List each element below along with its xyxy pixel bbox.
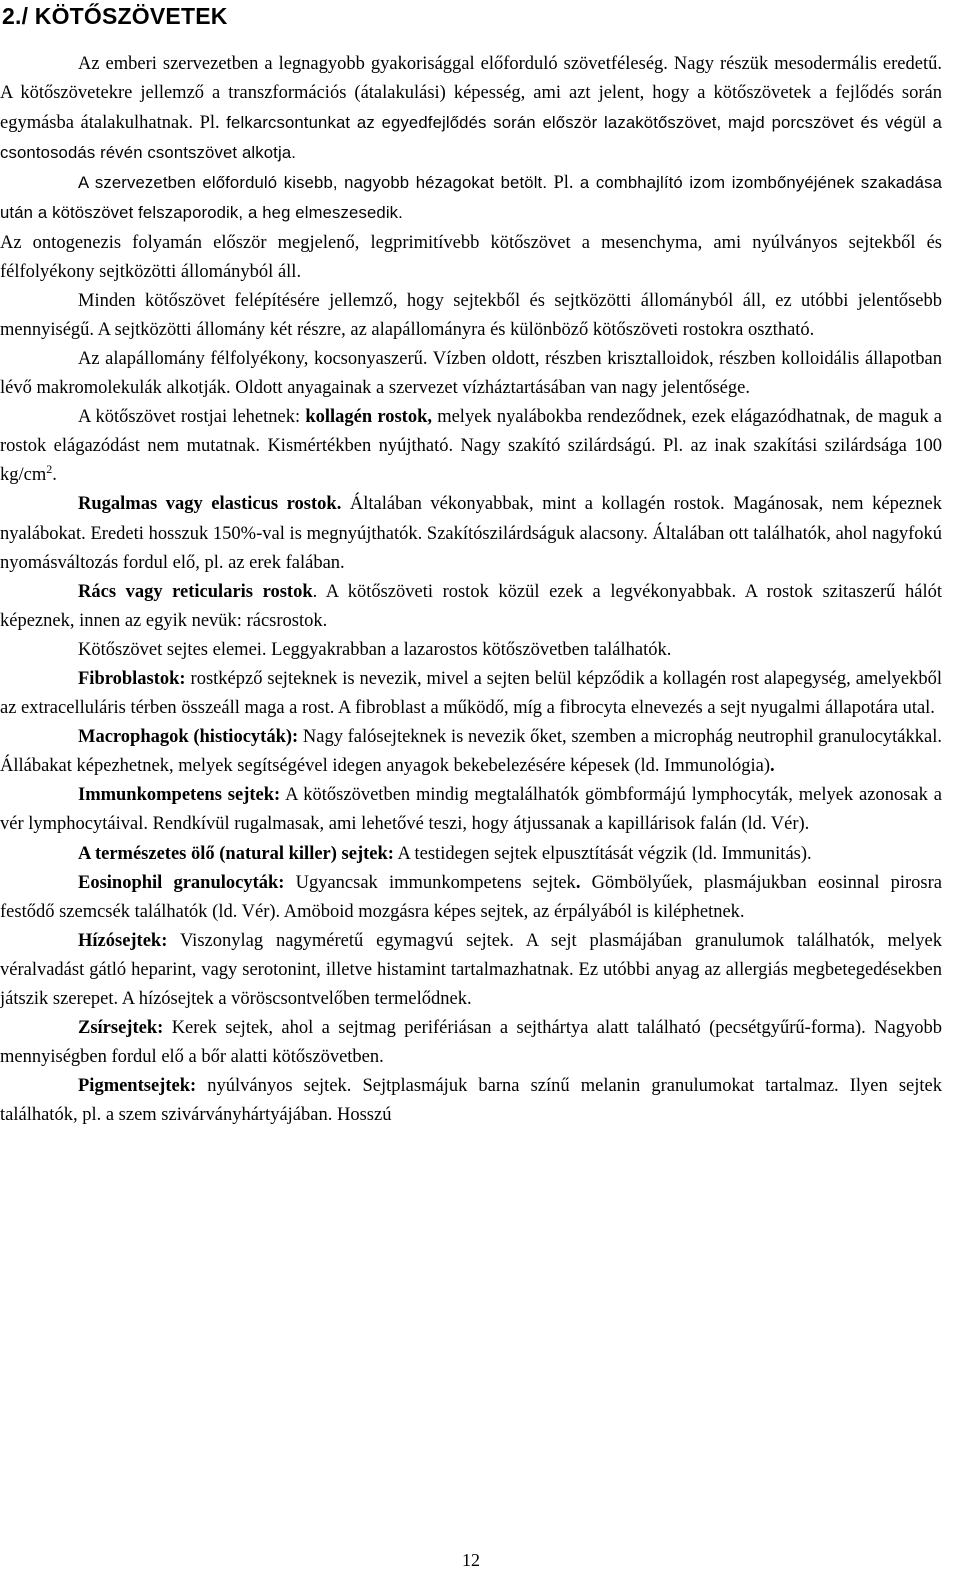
text-run: melyek nyalábokba rendeződnek, ezek elágazódhatnak, de maguk a rostok elágazódást nem mutatnak. Kismértékben nyújtható. Nagy szakító szilárdságú. Pl. az inak szakítási szilárdsága 100 kg/cm [0,407,943,486]
term-elastic: Rugalmas vagy elasticus rostok. [78,494,342,515]
text-run-sans: a combhajlító izom izombőnyéjének szakadása után a kötöszövet felszaporodik, a heg elmeszesedik. [0,173,943,223]
section-heading: 2./ KÖTŐSZÖVETEK [2,3,228,29]
text-run: Kerek sejtek, ahol a sejtmag perifériásan a sejthártya alatt található (pecsétgyűrű-forma). Nagyobb mennyiségben fordul elő a bőr alatti kötőszövetben. [0,1018,942,1068]
paragraph-cells: Kötőszövet sejtes elemei. Leggyakrabban a lazarostos kötőszövetben találhatók. [78,639,672,660]
paragraph-gaps [0,168,942,228]
text-run: . [575,872,581,893]
paragraph-fibroblast [0,665,942,723]
paragraph-ontogenesis: Az ontogenezis folyamán először megjelenő, legprimitívebb kötőszövet a mesenchyma, ami nyúlványos sejtekből és félfolyékony sejtközötti állományból áll. [0,232,942,282]
paragraph-eosinophil [0,869,942,927]
paragraph-intro [0,50,942,168]
text-run: . A kötőszöveti rostok közül ezek a legvékonyabbak. A rostok szitaszerű hálót képeznek, innen az egyik nevük: rácsrostok. [0,581,942,631]
superscript: 2 [46,462,53,477]
text-run-sans: felkarcsontunkat az egyedfejlődés során először lazakötőszövet, majd porcszövet és végül a csontosodás révén csontszövet alkotja. [0,113,942,163]
paragraph-mast-cells [0,927,942,1014]
text-run: Gömbölyűek, plasmájukban eosinnal pirosra festődő szemcsék találhatók (ld. Vér). Amöboid mozgásra képes sejtek, az érpályából is kiléphetnek. [0,872,942,922]
text-run: rostképző sejteknek is nevezik, mivel a sejten belül képződik a kollagén rost alapegység, amelyekből az extracelluláris térben összeáll maga a rost. A fibroblast a működő, míg a fibrocyta elnevezés a sejt nyugalmi állapotára utal. [0,668,942,719]
term-reticular: Rács vagy reticularis rostok [78,581,313,602]
text-run: A testidegen sejtek elpusztítását végzik (ld. Immunitás). [397,843,812,864]
text-run-sans: A szervezetben előforduló kisebb, nagyobb hézagokat betölt. [78,173,548,193]
text-run: nyúlványos sejtek. Sejtplasmájuk barna színű melanin granulumokat tartalmaz. Ilyen sejtek találhatók, pl. a szem szivárványhártyájában. Hosszú [0,1076,943,1126]
text-run: A kötőszövetben mindig megtalálhatók gömbformájú lymphocyták, melyek azonosak a vér lymphocytáival. Rendkívül rugalmasak, ami lehetővé teszi, hogy átjussanak a kapillárisok falán (ld. Vér). [0,785,942,835]
page-number: 12 [462,1550,480,1570]
term-nk-cells: A természetes ölő (natural killer) sejtek: [78,843,394,864]
term-eosinophil: Eosinophil granulocyták: [78,872,285,893]
text-run: A kötőszövet rostjai lehetnek: [78,407,301,428]
term-fibroblast: Fibroblastok: [78,668,186,689]
paragraph-pigment-cells [0,1072,942,1130]
term-collagen: kollagén rostok, [305,407,432,428]
text-run: . [52,465,57,486]
text-run: Nagy falósejteknek is nevezik őket, szemben a microphág neutrophil granulocytákkal. Állábakat képezhetnek, melyek segítségével idegen anyagok bekebelezésére képesek (ld. Immunológia) [0,727,942,777]
text-run: Ugyancsak immunkompetens sejtek [295,872,576,893]
term-macrophage: Macrophagok (histiocyták): [78,727,299,748]
term-immunocompetent: Immunkompetens sejtek: [78,785,281,806]
text-run: Viszonylag nagyméretű egymagvú sejtek. A sejt plasmájában granulumok találhatók, melyek véralvadást gátló heparint, vagy serotonint, illetve histamint tartalmazhatnak. Ez utóbbi anyag az allergiás megbetegedésekben játszik szerepet. A hízósejtek a vöröscsontvelőben termelődnek. [0,930,942,1009]
paragraph-collagen [0,403,942,490]
paragraph-nk-cells [0,840,942,869]
text-run: . [770,756,775,777]
body-text [0,50,942,1130]
paragraph-structure: Minden kötőszövet felépítésére jellemző, hogy sejtekből és sejtközötti állományból áll, ez utóbbi jelentősebb mennyiségű. A sejtközötti állomány két részre, az alapállományra és különböző kötőszöveti rostokra osztható. [0,290,942,340]
paragraph-elastic [0,490,942,577]
paragraph-macrophage [0,723,942,781]
term-fat-cells: Zsírsejtek: [78,1018,164,1039]
text-run: Az emberi szervezetben a legnagyobb gyakorisággal előforduló szövetféleség. Nagy részük mesodermális eredetű. A kötőszövetekre jellemző a transzformációs (átalakulási) képesség, ami azt jelent, hogy a kötőszövetek a fejlődés során egymásba átalakulhatnak. Pl. [0,54,942,134]
text-run: Általában vékonyabbak, mint a kollagén rostok. Magánosak, nem képeznek nyalábokat. Eredeti hosszuk 150%-val is megnyújthatók. Szakítószilárdságuk alacsony. Általában ott találhatók, ahol nagyfokú nyomásváltozás fordul elő, pl. az erek falában. [0,494,942,573]
term-pigment-cells: Pigmentsejtek: [78,1076,197,1097]
text-run: Pl. [553,173,574,194]
paragraph-immunocompetent [0,781,942,839]
term-mast-cells: Hízósejtek: [78,930,168,951]
paragraph-ground-substance: Az alapállomány félfolyékony, kocsonyaszerű. Vízben oldott, részben krisztalloidok, részben kolloidális állapotban lévő makromolekulák alkotják. Oldott anyagainak a szervezet vízháztartásában van nagy jelentősége. [0,348,942,399]
paragraph-fat-cells [0,1014,942,1072]
paragraph-reticular [0,578,942,636]
